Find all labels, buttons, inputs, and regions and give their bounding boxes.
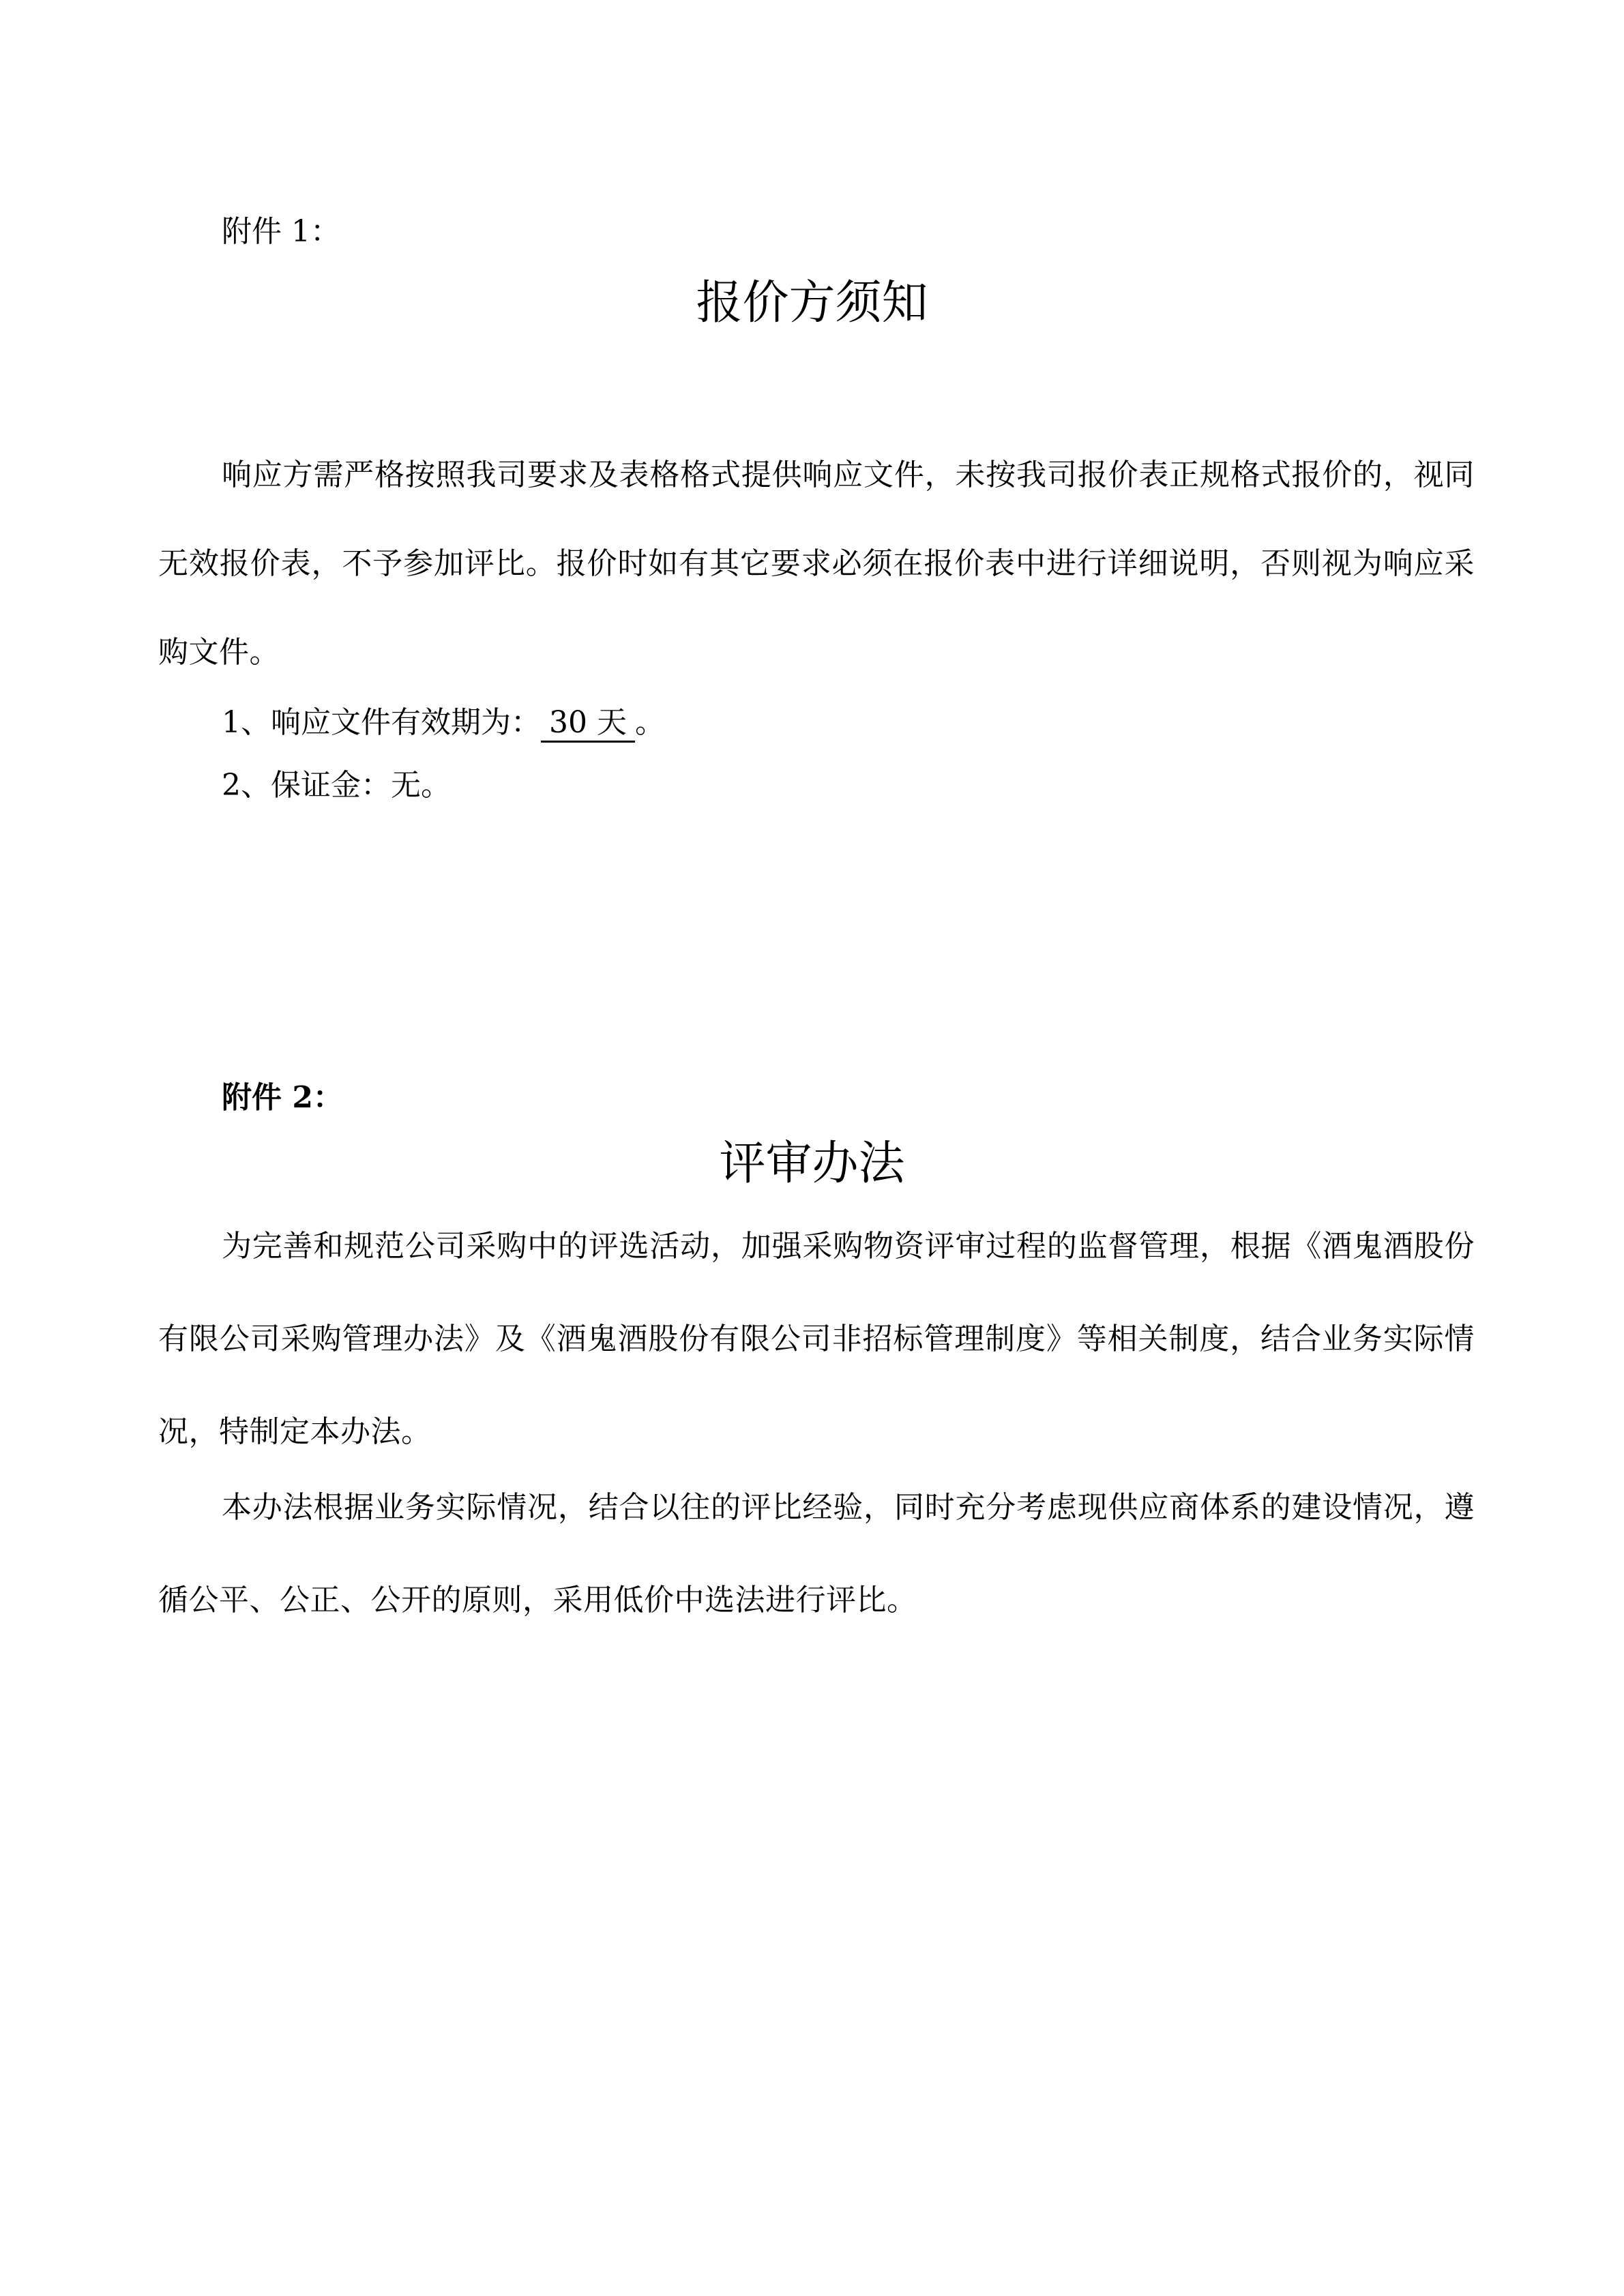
attachment-1-item-2: 2、保证金：无。 — [222, 768, 451, 803]
item-1-value: 30 天 — [541, 705, 635, 743]
attachment-2-title: 评审办法 — [719, 1137, 905, 1191]
attachment-1-item-1 — [222, 702, 665, 743]
attachment-2-paragraph-1: 为完善和规范公司采购中的评选活动，加强采购物资评审过程的监督管理，根据《酒鬼酒股份有限公司采购管理办法》及《酒鬼酒股份有限公司非招标管理制度》等相关制度，结合业务实际情况，特制定本办法。 — [158, 1229, 1475, 1449]
attachment-1-label: 附件 1： — [222, 214, 340, 249]
attachment-2-label: 附件 2： — [222, 1080, 343, 1115]
item-1-suffix: 。 — [634, 705, 665, 740]
attachment-1-paragraph: 响应方需严格按照我司要求及表格格式提供响应文件，未按我司报价表正规格式报价的，视同无效报价表，不予参加评比。报价时如有其它要求必须在报价表中进行详细说明，否则视为响应采购文件。 — [158, 458, 1475, 670]
attachment-2-paragraph-2: 本办法根据业务实际情况，结合以往的评比经验，同时充分考虑现供应商体系的建设情况，遵循公平、公正、公开的原则，采用低价中选法进行评比。 — [158, 1490, 1475, 1617]
attachment-1-title: 报价方须知 — [696, 276, 928, 330]
item-1-prefix: 1、响应文件有效期为： — [222, 705, 541, 740]
